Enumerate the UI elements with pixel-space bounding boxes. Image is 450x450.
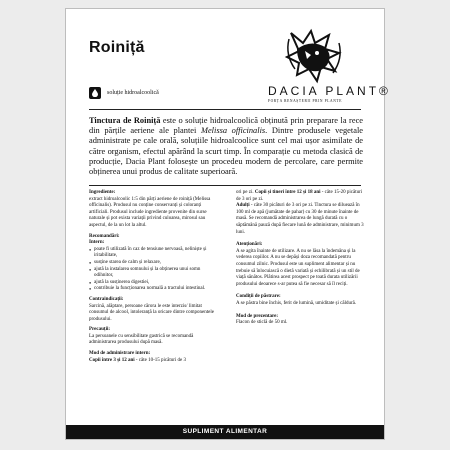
brand-name: DACIA PLANT® (268, 84, 391, 98)
contraindications-heading: Contraindicații: (89, 296, 124, 302)
precautions-heading: Precauții: (89, 327, 111, 333)
recommendations-heading: Recomandări: (89, 233, 120, 239)
adult-dosage-text: - câte 30 picături de 3 ori pe zi. Tinctura se diluează în 100 ml de apă (jumătate de pahar) cu 30 de minute înainte de masă. Se recomandă administrarea de lungă durată cu o săptămână pauză după fiecare lună de administrare, minimum 3 luni. (236, 203, 364, 235)
list-item: ● poate fi utilizată în caz de tensiune nervoasă, neliniște și iritabilitate, (89, 247, 217, 260)
warnings-heading: Atenționări: (236, 242, 263, 248)
intro-latin-name: Melissa officinalis (200, 126, 266, 136)
teen-dosage (236, 190, 364, 203)
top-divider (89, 109, 361, 110)
adult-dosage (236, 203, 364, 236)
intro-lead: Tinctura de Roiniță (89, 116, 161, 125)
intro-text-1: este o soluție hidroalcoolică obținută prin preparare la rece din părțile aeriene ale plantei (89, 116, 364, 136)
footer-banner: SUPLIMENT ALIMENTAR (66, 425, 384, 439)
uses-list (89, 247, 217, 293)
warnings-text: A se agita înainte de utilizare. A nu se lăsa la îndemâna și la vederea copiilor. A nu se depăși doza recomandată pentru consumul zilnic. Produsul este un supliment alimentar și nu trebuie să înlocuiască o dietă variată și echilibrată și un stil de viață sănătos. Plătirea acest prospect pe toată durata utilizării produsului deoarece s-ar putea să fie necesar să îl reciți. (236, 248, 360, 287)
brand-tagline: FORȚA RENAȘTERII PRIN PLANTE (268, 99, 343, 103)
presentation-text: Flacon de sticlă de 50 ml. (236, 320, 288, 326)
precautions-text: La persoanele cu sensibilitate gastrică se recomandă administrarea produsului după masă. (89, 333, 194, 346)
storage-text: A se păstra bine închis, ferit de lumină, umiditate și căldură. (236, 300, 357, 306)
adult-dosage-label: Adulți (236, 203, 250, 209)
intro-text-2: . Dintre produsele vegetale administrate pe cale orală, soluțiile hidroalcoolice sunt cel mai ușor asimilate de către organism, efectul apărând la scurt timp. În comparație cu metoda clasică de producție, Dacia Plant folosește un procedeu modern de percolare, care permite obținerea unui produs de calitate superioară. (89, 126, 363, 177)
teen-dosage-label: Copii și tineri între 12 și 18 ani (254, 190, 321, 195)
children-dosage-label: Copii între 3 și 12 ani (89, 357, 135, 363)
ingredients-heading: Ingrediente: (89, 190, 116, 195)
middle-divider (89, 185, 361, 186)
leaflet-sheet (65, 8, 391, 440)
product-form: soluție hidroalcoolică (107, 90, 159, 96)
left-column (89, 190, 217, 364)
intern-heading: Intern: (89, 240, 105, 246)
storage-heading: Condiții de păstrare: (236, 294, 281, 300)
teen-dosage-text: - câte 15-20 picături de 3 ori pe zi. (236, 190, 363, 202)
children-dosage-text: - câte 10-15 picături de 3 (134, 357, 186, 363)
wolf-logo-icon (281, 25, 347, 87)
list-item: ● ajută la instalarea somnului și la obținerea unui somn odihnitor, (89, 267, 217, 280)
right-column (236, 190, 364, 327)
drop-icon (89, 87, 101, 99)
ingredients-text: extract hidroalcoolic 1:5 din părți aeriene de roiniță (Melissa officinalis). Produsul nu conține conservanți și coloranți artificiali. Produsul include ingrediente provenite din surse naturale și pot exista variații privind culoarea, mirosul sau aspectul, de la un lot la altul. (89, 196, 211, 228)
list-item: ● contribuie la funcționarea normală a tractului intestinal. (89, 286, 217, 293)
dosage-continued: ori pe zi. (236, 190, 255, 195)
product-title: Roiniță (89, 39, 145, 56)
intro-paragraph (89, 116, 363, 177)
list-item: ● ajută la susținerea digestiei, (89, 280, 217, 287)
children-dosage (89, 358, 217, 365)
list-item: ● susține starea de calm și relaxare, (89, 260, 217, 267)
presentation-heading: Mod de prezentare: (236, 313, 279, 319)
contraindications-text: Sarcină, alăptare, persoane cărora le este interzis/ limitat consumul de alcool, intoleranță la oricare dintre componentele produsului. (89, 303, 214, 322)
administration-heading: Mod de administrare intern: (89, 351, 151, 357)
